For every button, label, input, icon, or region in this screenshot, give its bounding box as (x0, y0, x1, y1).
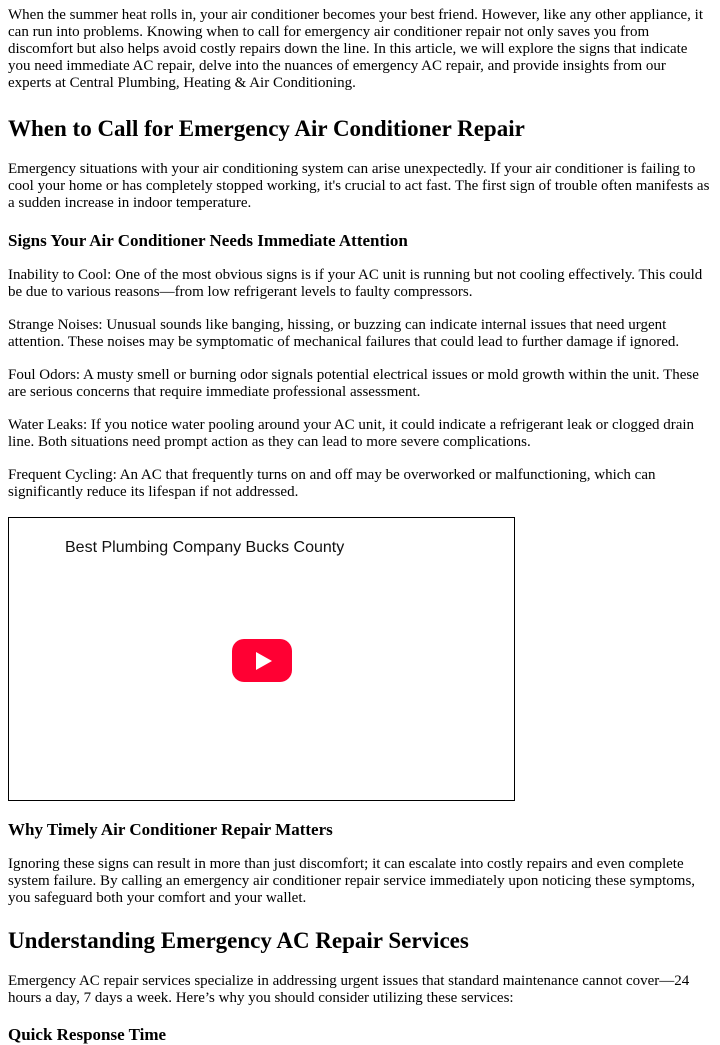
sign-item-inability-to-cool: Inability to Cool: One of the most obvious signs is if your AC unit is running but not cooling effectively. This could be due to various reasons—from low refrigerant levels to faulty compressors. (8, 267, 703, 300)
play-icon (256, 652, 272, 670)
sign-item-frequent-cycling: Frequent Cycling: An AC that frequently turns on and off may be overworked or malfunctioning, which can significantly reduce its lifespan if not addressed. (8, 467, 656, 500)
section-heading-understanding-services: Understanding Emergency AC Repair Services (8, 928, 469, 953)
subheading-signs: Signs Your Air Conditioner Needs Immediate Attention (8, 231, 408, 250)
video-embed[interactable] (8, 517, 515, 801)
subheading-quick-response: Quick Response Time (8, 1025, 167, 1044)
section-heading-emergency-repair: When to Call for Emergency Air Conditioner Repair (8, 116, 525, 141)
sign-item-foul-odors: Foul Odors: A musty smell or burning odor signals potential electrical issues or mold growth within the unit. These are serious concerns that require immediate professional assessment. (8, 367, 699, 400)
intro-paragraph: When the summer heat rolls in, your air conditioner becomes your best friend. However, like any other appliance, it can run into problems. Knowing when to call for emergency air conditioner repair not only saves you from discomfort but also helps avoid costly repairs down the line. In this article, we will explore the signs that indicate you need immediate AC repair, delve into the nuances of emergency AC repair, and provide insights from our experts at Central Plumbing, Heating & Air Conditioning. (8, 7, 704, 91)
timely-repair-paragraph: Ignoring these signs can result in more than just discomfort; it can escalate into costly repairs and even complete system failure. By calling an emergency air conditioner repair service immediately upon noticing these symptoms, you safeguard both your comfort and your wallet. (8, 856, 696, 906)
understanding-services-paragraph: Emergency AC repair services specialize in addressing urgent issues that standard maintenance cannot cover—24 hours a day, 7 days a week. Here’s why you should consider utilizing these services: (8, 973, 690, 1006)
video-title[interactable]: Best Plumbing Company Bucks County (65, 539, 345, 556)
sign-item-water-leaks: Water Leaks: If you notice water pooling around your AC unit, it could indicate a refrigerant leak or clogged drain line. Both situations need prompt action as they can lead to more severe complications. (8, 417, 695, 450)
section-paragraph-emergency-repair: Emergency situations with your air conditioning system can arise unexpectedly. If your air conditioner is failing to cool your home or has completely stopped working, it's crucial to act fast. The first sign of trouble often manifests as a sudden increase in indoor temperature. (8, 161, 710, 211)
subheading-timely-repair: Why Timely Air Conditioner Repair Matters (8, 820, 333, 839)
play-button[interactable] (232, 639, 292, 682)
sign-item-strange-noises: Strange Noises: Unusual sounds like banging, hissing, or buzzing can indicate internal issues that need urgent attention. These noises may be symptomatic of mechanical failures that could lead to further damage if ignored. (8, 317, 680, 350)
